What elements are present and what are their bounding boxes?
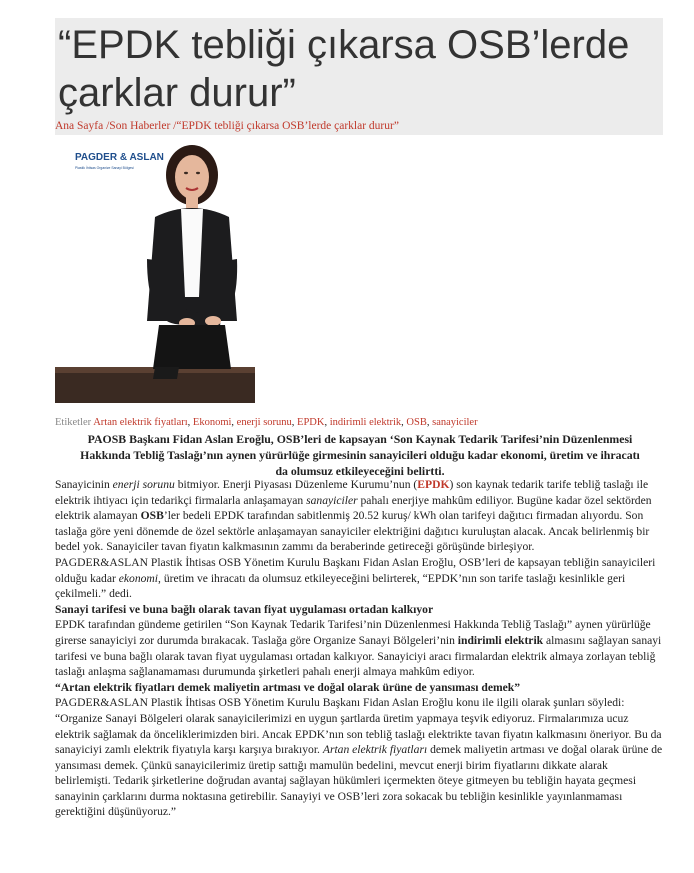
- tag-link[interactable]: Artan elektrik fiyatları: [93, 417, 188, 428]
- tag-link[interactable]: indirimli elektrik: [329, 417, 402, 428]
- text-segment: EPDK tarafından gündeme getirilen “Son Kaynak Tedarik Tarifesi’nin Düzenlenmesi Hakkında Tebliğ Taslağı” aynen yürürlüğe girerse sanayiciyi zor durumda bırakacak. Taslağa göre Organize Sanayi Bölgeleri’nin: [55, 618, 651, 647]
- subheading: “Artan elektrik fiyatları demek maliyetin artması ve doğal olarak ürüne de yansıması demek”: [55, 680, 521, 694]
- text-bold: indirimli elektrik: [457, 633, 544, 647]
- breadcrumb-section[interactable]: Son Haberler: [109, 120, 171, 132]
- text-segment: bitmiyor. Enerji Piyasası Düzenleme Kurumu’nun (: [174, 478, 418, 491]
- article-photo: [55, 139, 255, 403]
- portrait-illustration: [55, 139, 255, 403]
- subheading: Sanayi tarifesi ve buna bağlı olarak tavan fiyat uygulaması ortadan kalkıyor: [55, 602, 434, 616]
- paragraph: [55, 695, 665, 820]
- tag-link[interactable]: EPDK: [297, 417, 325, 428]
- text-segment: PAGDER&ASLAN Plastik İhtisas OSB Yönetim Kurulu Başkanı Fidan Aslan Eroğlu, OSB’leri de kapsayan tebliğin sanayicileri olduğu kadar: [55, 555, 656, 585]
- breadcrumb-current[interactable]: “EPDK tebliği çıkarsa OSB’lerde çarklar durur”: [176, 120, 399, 132]
- tag-link[interactable]: enerji sorunu: [236, 417, 292, 428]
- text-segment: , üretim ve ihracatı da olumsuz etkileyeceğini belirterek, “EPDK’nın son tarife taslağı kesinlikle geri çekilmeli.” dedi.: [55, 571, 626, 601]
- breadcrumb-separator: /: [103, 120, 110, 132]
- text-bold: OSB: [140, 509, 164, 523]
- text-segment: ’ler bedeli EPDK tarafından sabitlenmiş 20.52 kuruş/ kWh olan tarifeyi dağıtıcı firmadan alıyordu. Son taslağa göre yeni dönemde de özel sektörle anlaşamayan sanayiciler elektriğini dağıtıcı kuruluştan alacak. Ancak belirlenmiş bir bedel yok. Sanayiciler tavan fiyatın kalkmasının zammı da beraberinde getireceği görüşünde birleşiyor.: [55, 509, 650, 554]
- paragraph: [55, 617, 665, 679]
- banner-subtitle: Plastik İhtisas Organize Sanayi Bölgesi: [75, 166, 134, 170]
- epdk-highlight: EPDK: [417, 478, 450, 491]
- text-segment: almasını sağlayan sanayi tarifesi ve buna bağlı olarak tavan fiyat uygulaması ortadan kalkıyor. Sanayiciyi aracı firmalardan elektrik almaya zorlayan tebliğ taslağı anlaşma sağlanamaması durumunda şirketleri pahalı enerji almaya mahkûm ediyor.: [55, 633, 662, 679]
- text-segment: pahalı enerjiye mahkûm ediliyor. Bugüne kadar özel sektörden elektrik alamayan: [55, 493, 652, 523]
- text-segment: ) son kaynak tedarik tarife tebliğ taslağı ile elektrik ihtiyacı için tedarikçi firmalarla anlaşamayan: [55, 478, 649, 507]
- tags-bar: Etiketler Artan elektrik fiyatları, Ekonomi, enerji sorunu, EPDK, indirimli elektrik, OSB, sanayiciler: [55, 417, 478, 428]
- breadcrumb-separator: /: [170, 120, 177, 132]
- article-title-line1: “EPDK tebliği çıkarsa OSB’lerde: [58, 23, 630, 67]
- article-title: [58, 21, 658, 117]
- tag-link[interactable]: sanayiciler: [432, 417, 478, 428]
- text-emphasis: Artan elektrik fiyatları: [322, 743, 428, 757]
- article-title-line2: çarklar durur”: [58, 71, 296, 115]
- paragraph: [55, 555, 665, 602]
- text-emphasis: ekonomi: [118, 571, 159, 585]
- article-body: [55, 477, 665, 820]
- tags-label: Etiketler: [55, 417, 92, 428]
- text-emphasis: enerji sorunu: [112, 478, 175, 491]
- banner-title: PAGDER & ASLAN: [75, 152, 164, 163]
- tag-link[interactable]: OSB: [406, 417, 427, 428]
- breadcrumb: [55, 120, 399, 132]
- text-emphasis: sanayiciler: [306, 493, 358, 507]
- text-segment: PAGDER&ASLAN Plastik İhtisas OSB Yönetim Kurulu Başkanı Fidan Aslan Eroğlu konu ile ilgili olarak şunları söyledi: “Organize Sanayi Bölgeleri olarak sanayicilerimizi en uygun şartlarda üretim yapmaya teşvik ediyoruz. Firmalarımıza ucuz elektrik sağlamak da önceliklerimizden biri. Ancak EPDK’nın son tebliğ taslağı elektrikte tavan fiyatın kalkmasını öneriyor. Bu da sanayiciyi zamlı elektrik fiyatıyla karşı karşıya bırakıyor.: [55, 696, 662, 757]
- text-segment: Sanayicinin: [55, 478, 113, 491]
- text-segment: demek maliyetin artması ve doğal olarak ürüne de yansıması demek. Çünkü sanayicilerimiz üretip sattığı mamulün bedelini, mevcut enerji birim fiyatlarını dikkate alarak belirlemişti. Tedarik şirketlerine doğrudan avantaj sağlayan hükümleri içermekten öteye gitmeyen bu tebliğin hayata geçmesi sanayinin çarklarını durma noktasına getirebilir. Sanayiyi ve OSB’leri zora sokacak bu tebliğin kesinlikle yayınlanmaması gerektiğini düşünüyoruz.”: [55, 743, 663, 819]
- paragraph: [55, 477, 665, 555]
- tag-link[interactable]: Ekonomi: [192, 417, 232, 428]
- breadcrumb-home[interactable]: Ana Sayfa: [55, 120, 104, 132]
- article-lead: PAOSB Başkanı Fidan Aslan Eroğlu, OSB’leri de kapsayan ‘Son Kaynak Tedarik Tarifesi’nin Düzenlenmesi Hakkında Tebliğ Taslağı’nın aynen yürürlüğe girmesinin sanayicileri olduğu kadar ekonomi, üretim ve ihracatı da olumsuz etkileyeceğini belirtti.: [80, 432, 640, 478]
